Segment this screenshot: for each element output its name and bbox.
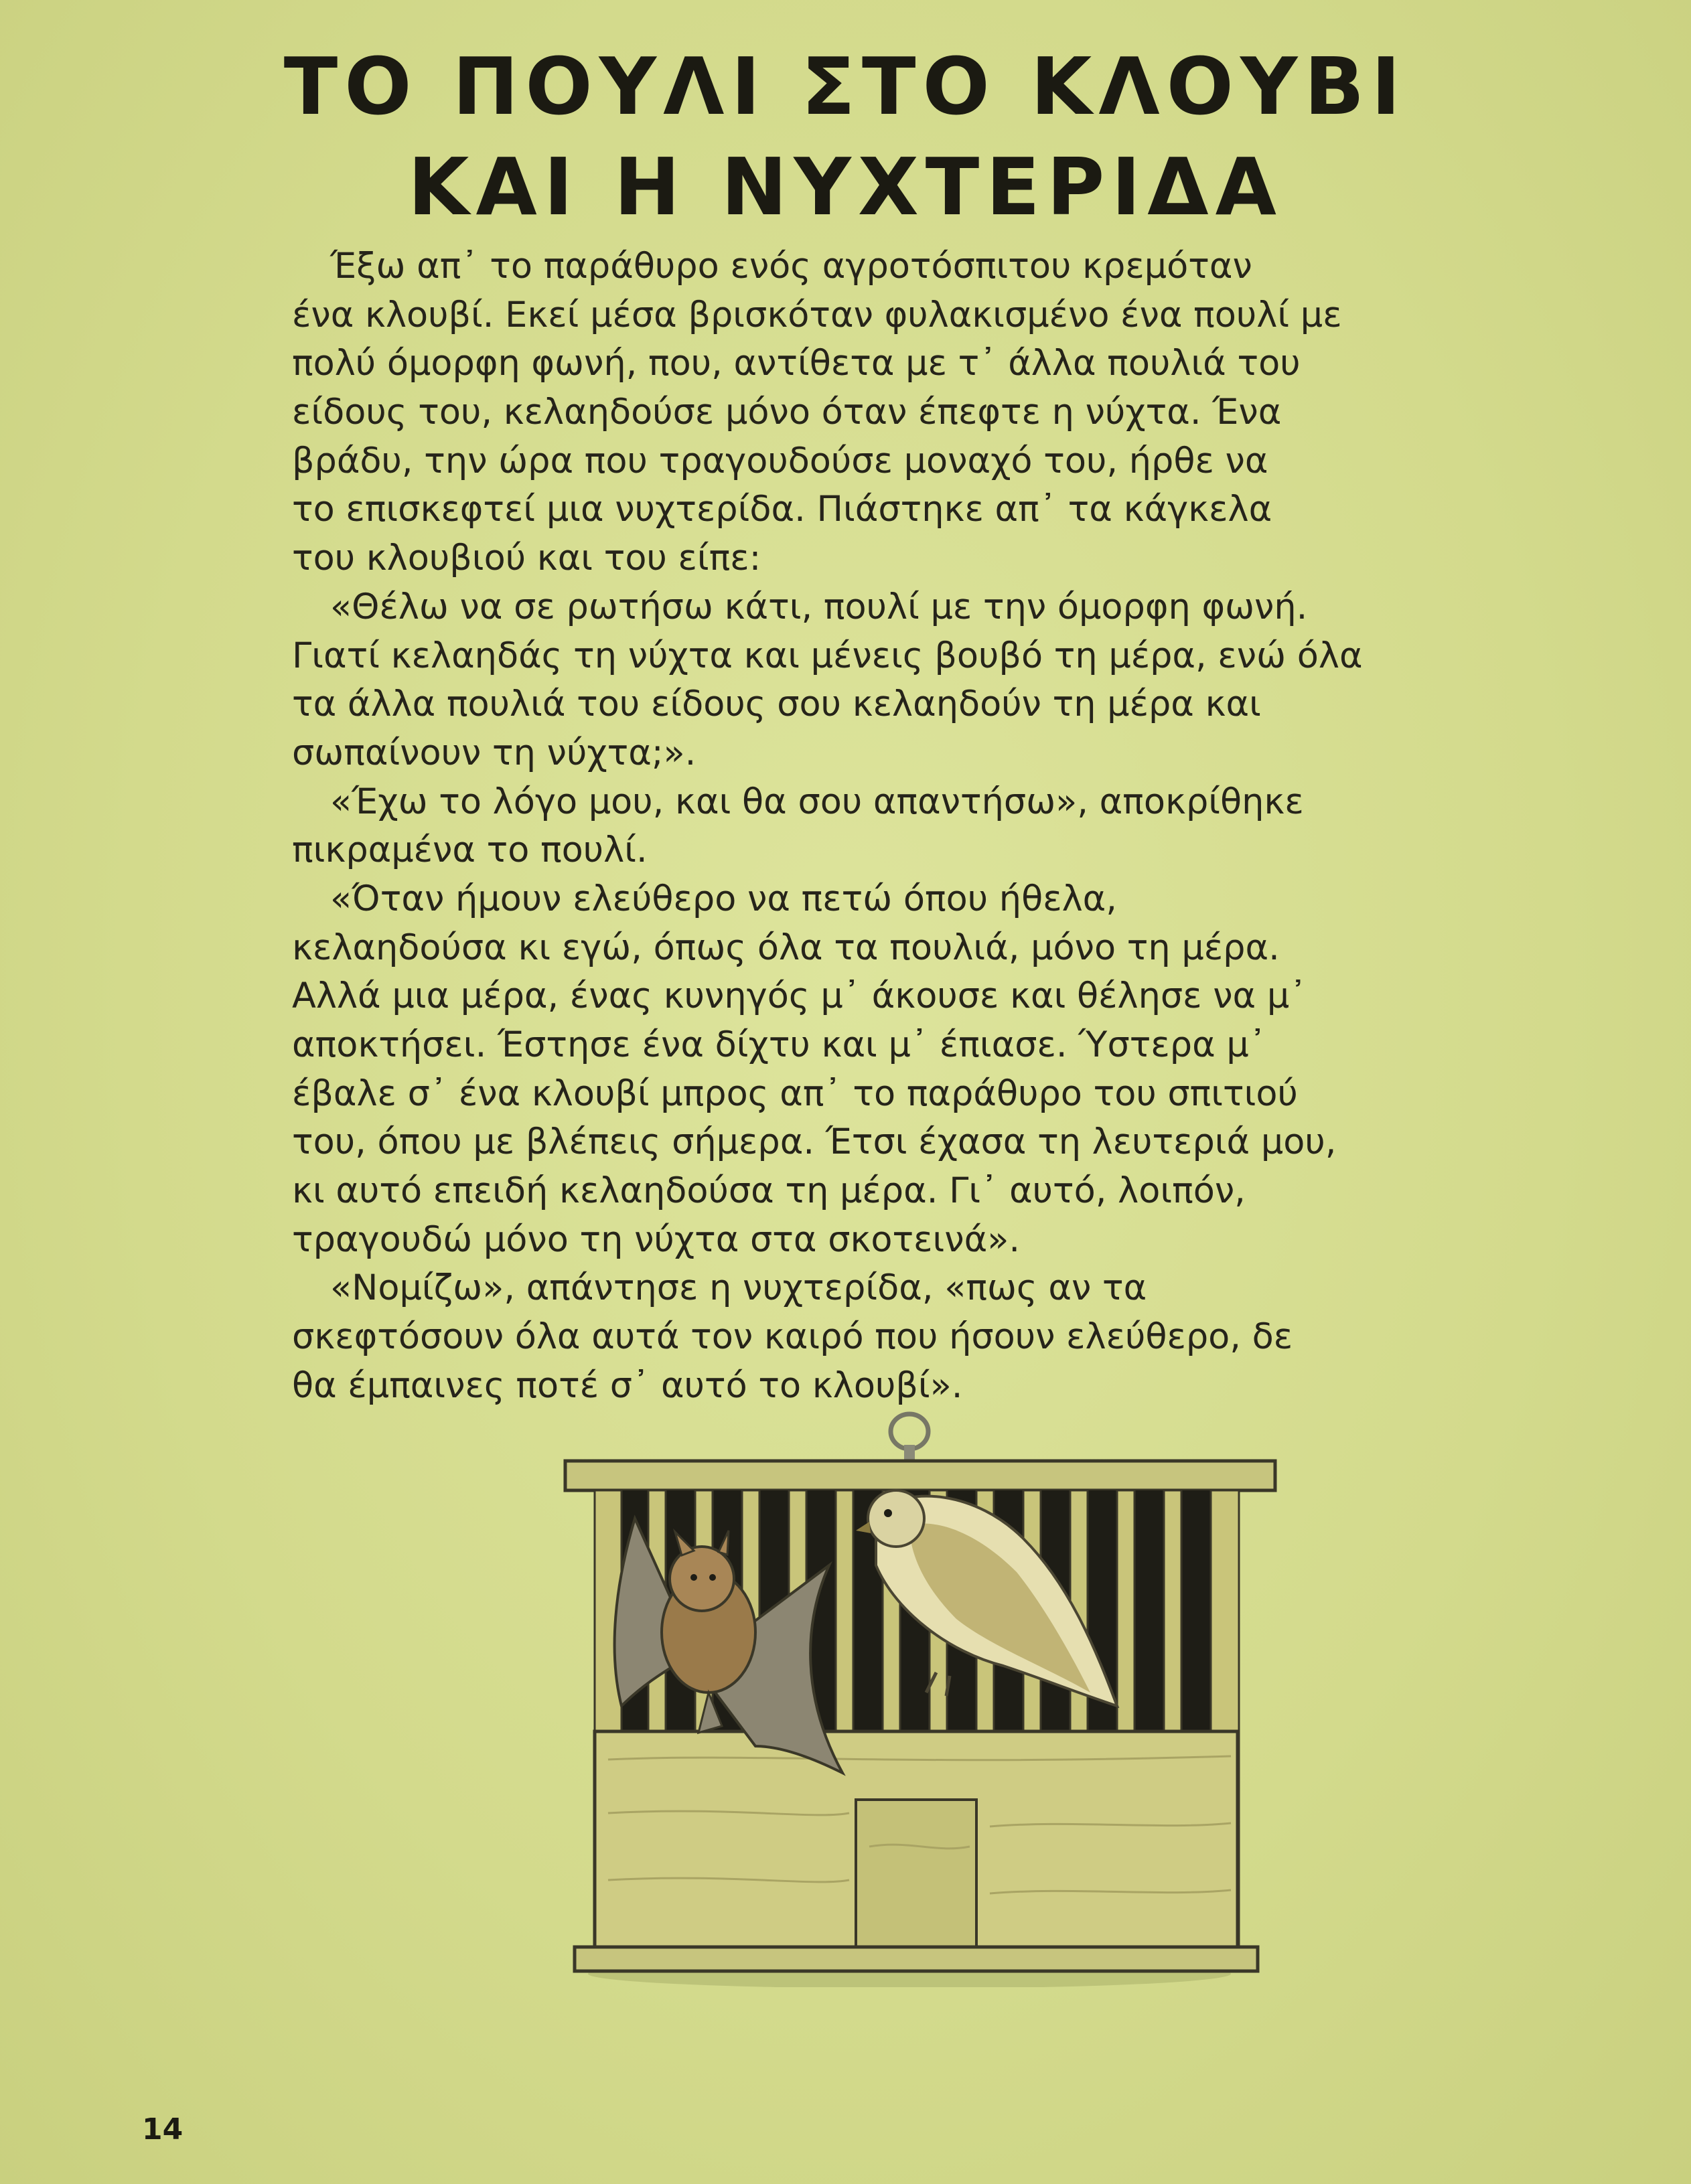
story-line: το επισκεφτεί μια νυχτερίδα. Πιάστηκε απ᾽ τα κάγκελα	[292, 489, 1272, 530]
cage-base-bar	[575, 1947, 1258, 1971]
story-line: τα άλλα πουλιά του είδους σου κελαηδούν τη μέρα και	[292, 684, 1261, 725]
story-line: τραγουδώ μόνο τη νύχτα στα σκοτεινά».	[292, 1219, 1021, 1260]
story-line: Γιατί κελαηδάς τη νύχτα και μένεις βουβό τη μέρα, ενώ όλα	[292, 635, 1363, 676]
story-line: «Θέλω να σε ρωτήσω κάτι, πουλί με την όμορφη φωνή.	[330, 586, 1308, 627]
title-line-1: ΤΟ ΠΟΥΛΙ ΣΤΟ ΚΛΟΥΒΙ	[283, 40, 1408, 133]
story-line: έβαλε σ᾽ ένα κλουβί μπρος απ᾽ το παράθυρο του σπιτιού	[292, 1073, 1298, 1114]
hanging-ring-icon	[891, 1414, 928, 1449]
story-line: είδους του, κελαηδούσε μόνο όταν έπεφτε η νύχτα. Ένα	[292, 392, 1282, 433]
title-line-2: ΚΑΙ Η ΝΥΧΤΕΡΙΔΑ	[408, 141, 1283, 233]
story-line: του, όπου με βλέπεις σήμερα. Έτσι έχασα τη λευτεριά μου,	[292, 1121, 1337, 1163]
story-line: βράδυ, την ώρα που τραγουδούσε μοναχό του, ήρθε να	[292, 440, 1268, 481]
story-line: θα έμπαινες ποτέ σ᾽ αυτό το κλουβί».	[292, 1364, 963, 1406]
story-line: «Όταν ήμουν ελεύθερο να πετώ όπου ήθελα,	[330, 878, 1117, 919]
bird-in-cage-with-bat-illustration	[561, 1411, 1284, 1987]
story-line: σωπαίνουν τη νύχτα;».	[292, 732, 696, 773]
story-line: Αλλά μια μέρα, ένας κυνηγός μ᾽ άκουσε και θέλησε να μ᾽	[292, 976, 1307, 1017]
story-line: του κλουβιού και του είπε:	[292, 538, 761, 579]
story-line: κελαηδούσα κι εγώ, όπως όλα τα πουλιά, μόνο τη μέρα.	[292, 927, 1280, 968]
cage-door-notch	[856, 1800, 976, 1954]
story-text	[292, 242, 1424, 1411]
story-line: σκεφτόσουν όλα αυτά τον καιρό που ήσουν ελεύθερο, δε	[292, 1316, 1293, 1358]
story-line: κι αυτό επειδή κελαηδούσα τη μέρα. Γι᾽ αυτό, λοιπόν,	[292, 1170, 1246, 1212]
cage-top-bar	[565, 1461, 1275, 1490]
story-line: πολύ όμορφη φωνή, που, αντίθετα με τ᾽ άλλα πουλιά του	[292, 343, 1301, 384]
page-number: 14	[142, 2112, 183, 2147]
story-line: ένα κλουβί. Εκεί μέσα βρισκόταν φυλακισμένο ένα πουλί με	[292, 294, 1342, 335]
story-line: «Νομίζω», απάντησε η νυχτερίδα, «πως αν τα	[330, 1267, 1147, 1309]
story-line: Έξω απ᾽ το παράθυρο ενός αγροτόσπιτου κρεμόταν	[330, 246, 1252, 287]
story-line: πικραμένα το πουλί.	[292, 830, 648, 871]
story-line: «Έχω το λόγο μου, και θα σου απαντήσω», αποκρίθηκε	[330, 781, 1304, 822]
story-line: αποκτήσει. Έστησε ένα δίχτυ και μ᾽ έπιασε. Ύστερα μ᾽	[292, 1024, 1267, 1065]
